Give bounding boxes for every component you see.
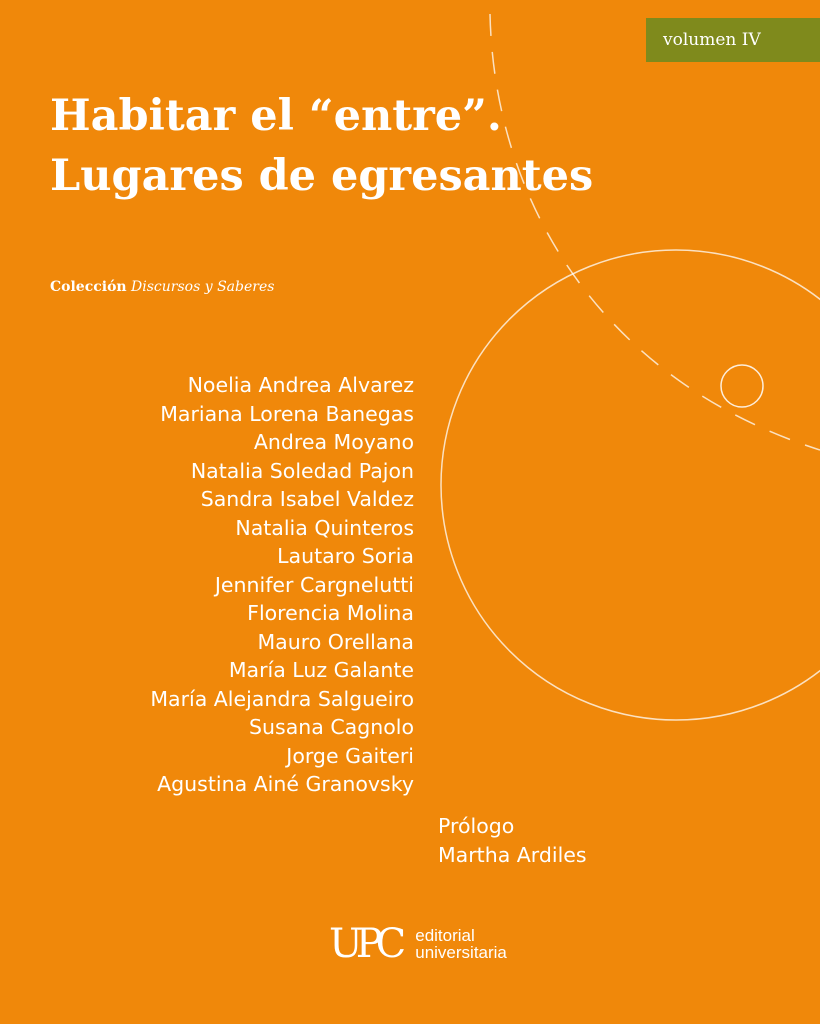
author-name: Agustina Ainé Granovsky — [157, 772, 414, 796]
volume-badge: volumen IV — [646, 18, 820, 62]
author-name: Natalia Soledad Pajon — [190, 458, 414, 483]
author-name: Florencia Molina — [247, 601, 414, 625]
author-name: Natalia Quinteros — [235, 515, 414, 540]
author-name: María Alejandra Salgueiro — [150, 686, 414, 711]
author-name: Sandra Isabel Valdez — [200, 487, 414, 511]
dashed-arc — [490, 14, 820, 450]
title-line-1: Habitar el “entre”. — [50, 91, 502, 141]
title-line-2: Lugares de egresantes — [50, 151, 594, 201]
prologue-block — [438, 812, 587, 870]
author-name: Andrea Moyano — [253, 430, 414, 454]
publisher-name — [415, 927, 507, 961]
author-name: Jennifer Cargnelutti — [214, 572, 414, 597]
author-name: Jorge Gaiteri — [286, 743, 414, 768]
collection-name: Discursos y Saberes — [131, 279, 275, 295]
author-list — [150, 371, 414, 799]
publisher-line-2: universitaria — [415, 943, 507, 962]
author-name: Mauro Orellana — [257, 629, 414, 654]
publisher-line-1: editorial — [415, 926, 475, 945]
prologue-label: Prólogo — [438, 814, 515, 838]
large-circle-outline — [441, 250, 820, 720]
author-name: Noelia Andrea Alvarez — [187, 373, 414, 397]
author-name: Susana Cagnolo — [249, 715, 414, 739]
book-title — [50, 86, 593, 206]
author-name: María Luz Galante — [228, 658, 414, 682]
collection-line — [50, 279, 274, 295]
prologue-author: Martha Ardiles — [438, 843, 587, 867]
upc-logo-mark: UPC — [329, 921, 400, 967]
small-circle-outline — [721, 365, 763, 407]
collection-label: Colección — [50, 279, 127, 295]
author-name: Lautaro Soria — [277, 544, 414, 568]
publisher-logo — [329, 921, 507, 967]
author-name: Mariana Lorena Banegas — [160, 401, 414, 426]
